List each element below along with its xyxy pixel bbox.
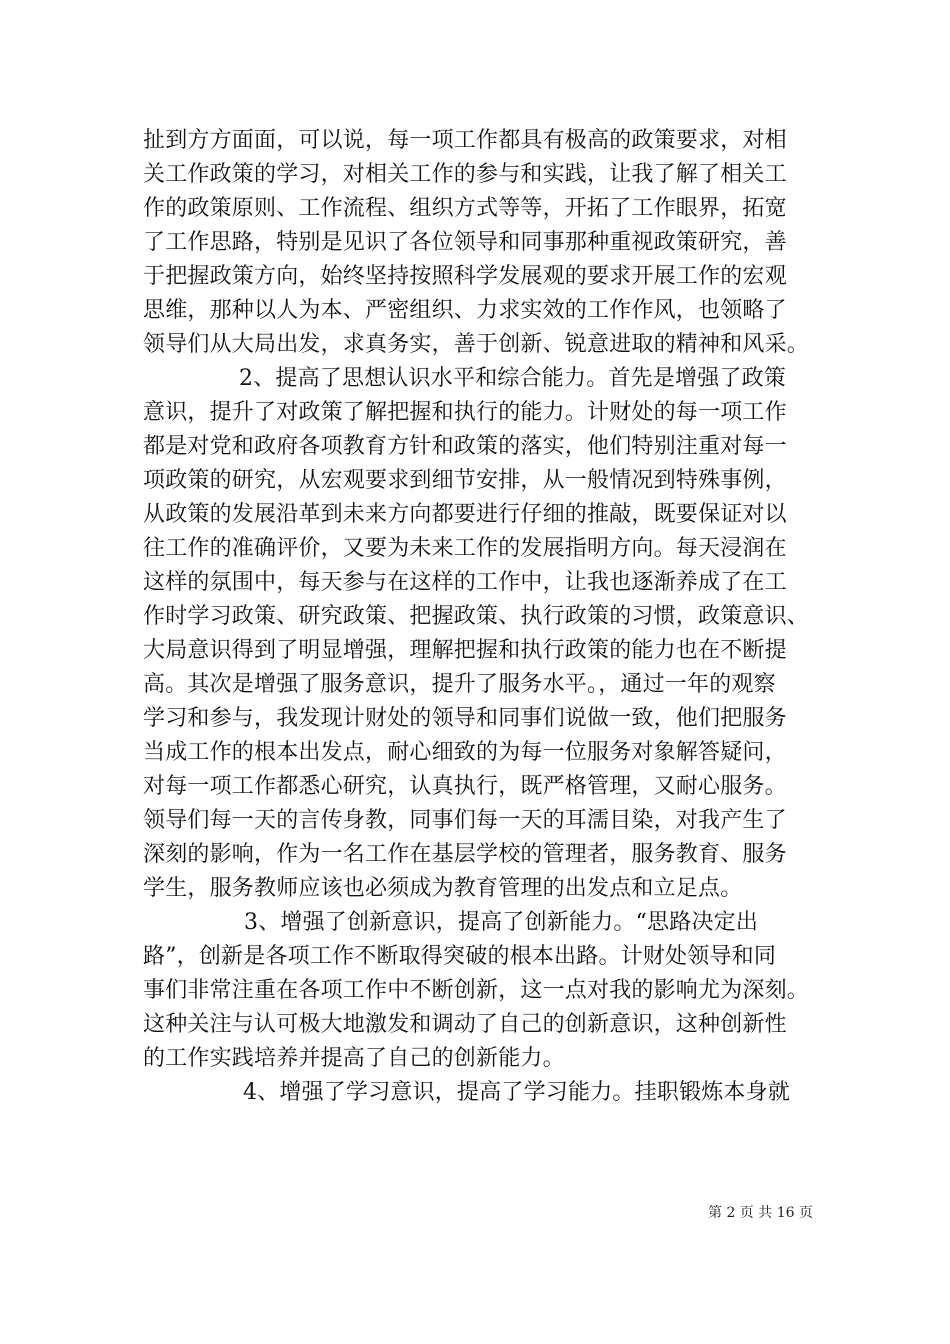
paragraph-2-start: 2、提高了思想认识水平和综合能力。首先是增强了政策 bbox=[239, 366, 786, 391]
text-line: 于把握政策方向，始终坚持按照科学发展观的要求开展工作的宏观 bbox=[143, 264, 787, 289]
text-line: 意识，提升了对政策了解把握和执行的能力。计财处的每一项工作 bbox=[143, 400, 787, 425]
text-line: 都是对党和政府各项教育方针和政策的落实，他们特别注重对每一 bbox=[143, 434, 787, 459]
text-line: 这样的氛围中，每天参与在这样的工作中，让我也逐渐养成了在工 bbox=[143, 570, 787, 595]
text-line: 项政策的研究，从宏观要求到细节安排，从一般情况到特殊事例， bbox=[143, 468, 787, 493]
page-number-footer: 第 2 页 共 16 页 bbox=[708, 1205, 813, 1221]
text-line: 学习和参与，我发现计财处的领导和同事们说做一致，他们把服务 bbox=[143, 706, 787, 731]
text-line: 的工作实践培养并提高了自己的创新能力。 bbox=[143, 1046, 565, 1071]
text-line: 作时学习政策、研究政策、把握政策、执行政策的习惯，政策意识、 bbox=[143, 604, 810, 629]
text-line: 深刻的影响，作为一名工作在基层学校的管理者，服务教育、服务 bbox=[143, 842, 787, 867]
body-text bbox=[143, 124, 823, 1110]
paragraph-4-start: 4、增强了学习意识，提高了学习能力。挂职锻炼本身就 bbox=[243, 1080, 790, 1105]
text-line: 这种关注与认可极大地激发和调动了自己的创新意识，这种创新性 bbox=[143, 1012, 787, 1037]
text-line: 当成工作的根本出发点，耐心细致的为每一位服务对象解答疑问， bbox=[143, 740, 787, 765]
paragraph-3-start: 3、增强了创新意识，提高了创新能力。“思路决定出 bbox=[244, 910, 759, 935]
text-line: 路”，创新是各项工作不断取得突破的根本出路。计财处领导和同 bbox=[143, 944, 777, 969]
text-line: 领导们从大局出发，求真务实，善于创新、锐意进取的精神和风采。 bbox=[143, 332, 810, 357]
text-line: 高。其次是增强了服务意识，提升了服务水平。，通过一年的观察 bbox=[143, 672, 776, 697]
text-line: 往工作的准确评价，又要为未来工作的发展指明方向。每天浸润在 bbox=[143, 536, 787, 561]
text-line: 大局意识得到了明显增强，理解把握和执行政策的能力也在不断提 bbox=[143, 638, 787, 663]
text-line: 了工作思路，特别是见识了各位领导和同事那种重视政策研究，善 bbox=[143, 230, 787, 255]
text-line: 从政策的发展沿革到未来方向都要进行仔细的推敲，既要保证对以 bbox=[143, 502, 787, 527]
text-line: 学生，服务教师应该也必须成为教育管理的出发点和立足点。 bbox=[143, 876, 743, 901]
text-line: 关工作政策的学习，对相关工作的参与和实践，让我了解了相关工 bbox=[143, 162, 787, 187]
text-line: 对每一项工作都悉心研究，认真执行，既严格管理，又耐心服务。 bbox=[143, 774, 787, 799]
text-line: 事们非常注重在各项工作中不断创新，这一点对我的影响尤为深刻。 bbox=[143, 978, 810, 1003]
text-line: 领导们每一天的言传身教，同事们每一天的耳濡目染，对我产生了 bbox=[143, 808, 787, 833]
text-line: 作的政策原则、工作流程、组织方式等等，开拓了工作眼界，拓宽 bbox=[143, 196, 787, 221]
text-line: 扯到方方面面，可以说，每一项工作都具有极高的政策要求，对相 bbox=[143, 128, 787, 153]
text-line: 思维，那种以人为本、严密组织、力求实效的工作作风，也领略了 bbox=[143, 298, 787, 323]
